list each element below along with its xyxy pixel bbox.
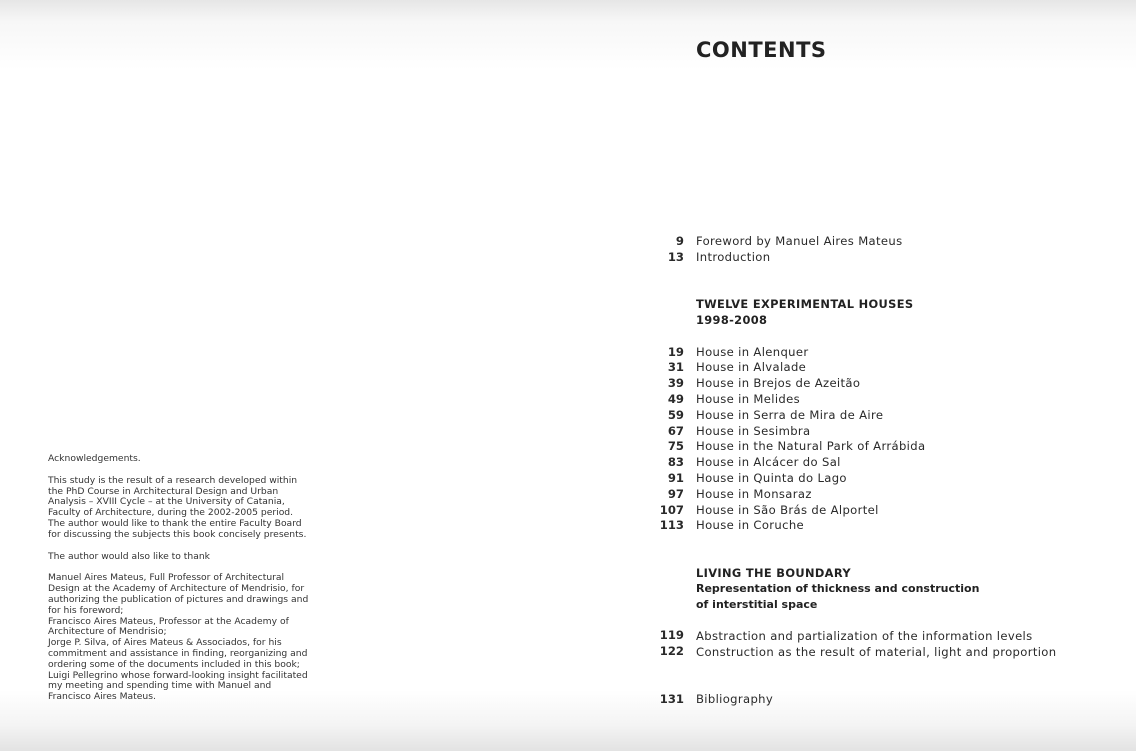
toc-entry: House in Serra de Mira de Aire [696, 408, 884, 422]
toc-page-number: 75 [667, 439, 684, 453]
toc-entry: House in Quinta do Lago [696, 471, 847, 485]
toc-entry: House in the Natural Park of Arrábida [696, 439, 926, 453]
toc-page-number: 13 [667, 250, 684, 264]
toc-page-number: 31 [667, 360, 684, 374]
toc-entry: House in Alvalade [696, 360, 807, 374]
toc-entry: House in Monsaraz [696, 487, 812, 501]
toc-entry: Construction as the result of material, light and proportion [696, 645, 1057, 659]
toc-page-number: 122 [659, 644, 684, 658]
acknowledgements-title: Acknowledgements. [48, 453, 141, 464]
toc-entry: Bibliography [696, 692, 774, 706]
section-heading: TWELVE EXPERIMENTAL HOUSES 1998-2008 [696, 297, 914, 327]
toc-page-number: 49 [667, 392, 684, 406]
toc-entry: House in Sesimbra [696, 424, 811, 438]
toc-entry: Introduction [696, 250, 771, 264]
toc-page-number: 39 [667, 376, 684, 390]
page-title: CONTENTS [696, 38, 827, 62]
toc-page-number: 119 [659, 628, 684, 642]
section-heading: LIVING THE BOUNDARY [696, 566, 851, 580]
toc-page-number: 59 [667, 408, 684, 422]
toc-page-number: 97 [667, 487, 684, 501]
toc-entry: House in Brejos de Azeitão [696, 376, 861, 390]
toc-entry: Foreword by Manuel Aires Mateus [696, 234, 903, 248]
acknowledgements-paragraph: This study is the result of a research developed within the PhD Course in Architectural Design and Urban Analysis – XVIII Cycle – at the University of Catania, Faculty of Architecture, during the 2002-2005 period. The author would like to thank the entire Faculty Board for discussing the subjects this book concisely presents. [48, 474, 307, 540]
toc-entry: House in Coruche [696, 518, 805, 532]
toc-page-number: 67 [667, 424, 684, 438]
toc-page-number: 113 [659, 518, 684, 532]
toc-entry: Abstraction and partialization of the information levels [696, 629, 1033, 643]
toc-page-number: 19 [667, 345, 684, 359]
toc-entry: House in São Brás de Alportel [696, 503, 879, 517]
toc-page-number: 131 [659, 692, 684, 706]
toc-page-number: 91 [667, 471, 684, 485]
acknowledgements [48, 454, 338, 703]
toc-page-number: 83 [667, 455, 684, 469]
toc-page-number: 9 [675, 234, 684, 248]
toc-entry: House in Melides [696, 392, 800, 406]
toc-entry: House in Alenquer [696, 345, 809, 359]
acknowledgements-paragraph: The author would also like to thank [48, 550, 210, 562]
toc-entry: House in Alcácer do Sal [696, 455, 841, 469]
toc-page-number: 107 [659, 503, 684, 517]
section-subheading: Representation of thickness and construction of interstitial space [696, 582, 980, 611]
acknowledgements-paragraph: Manuel Aires Mateus, Full Professor of Architectural Design at the Academy of Architecture of Mendrisio, for authorizing the publication of pictures and drawings and for his foreword; Francisco Aires Mateus, Professor at the Academy of Architecture of Mendrisio; Jorge P. Silva, of Aires Mateus & Associados, for his commitment and assistance in finding, reorganizing and ordering some of the documents included in this book; Luigi Pellegrino whose forward-looking insight facilitated my meeting and spending time with Manuel and Francisco Aires Mateus. [48, 572, 309, 703]
